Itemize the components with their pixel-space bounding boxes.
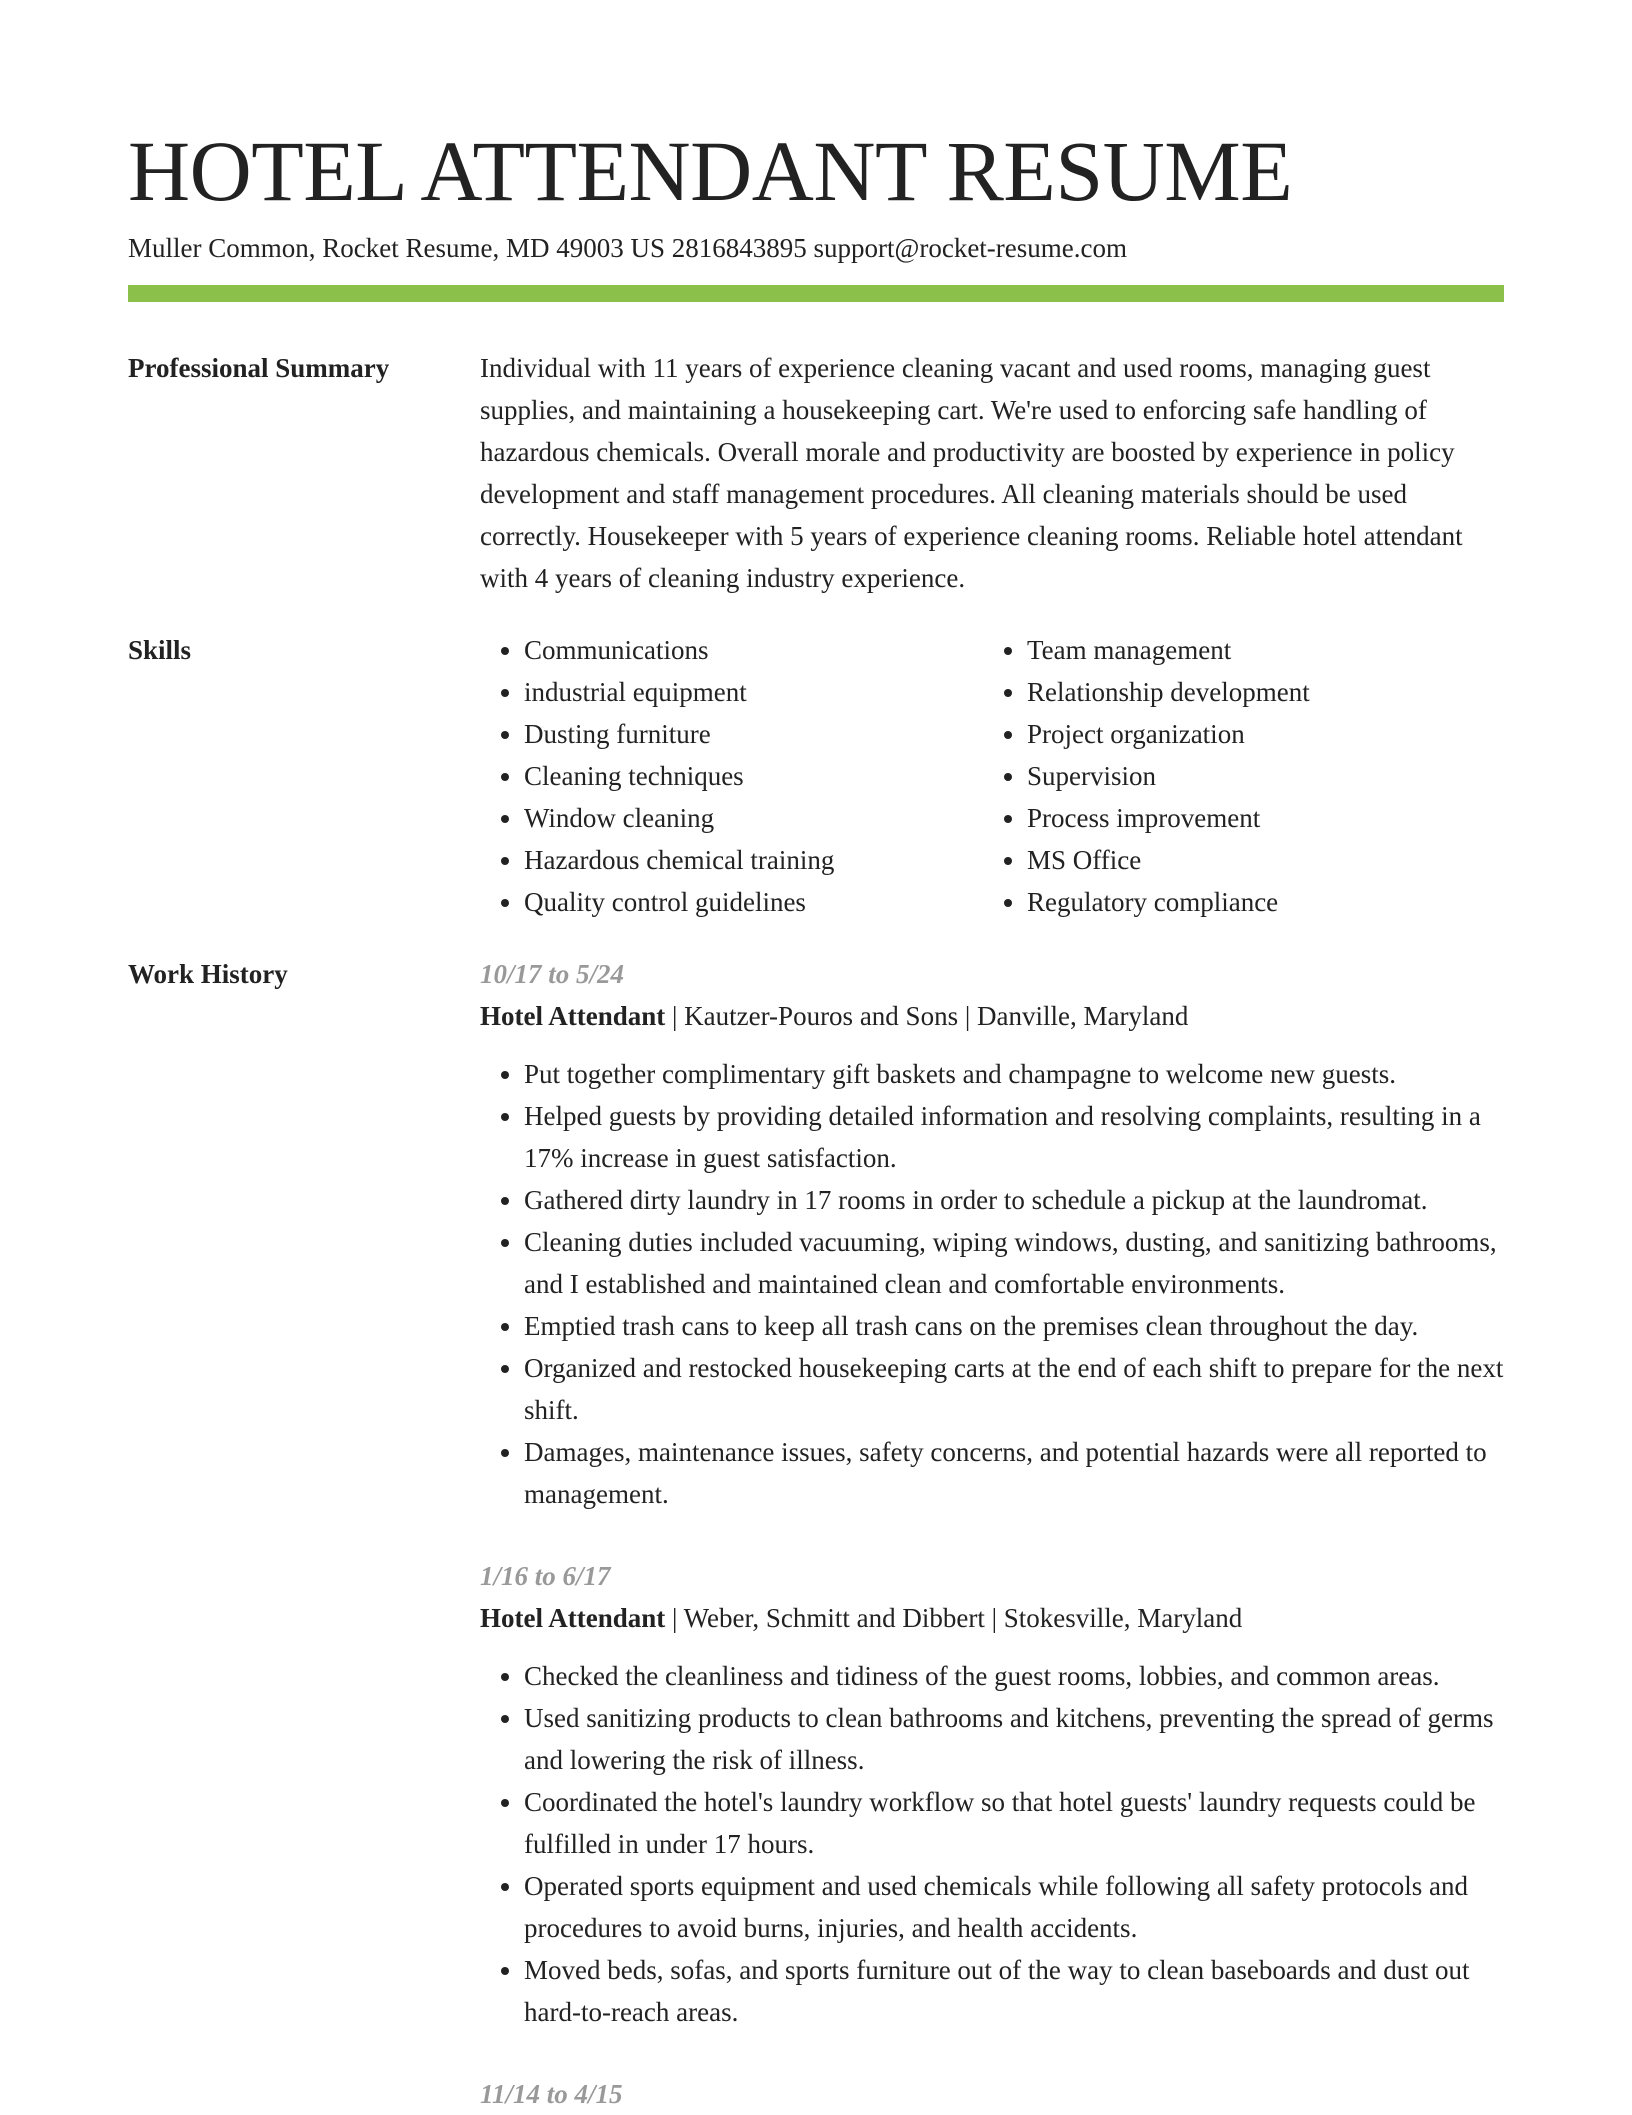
header-divider <box>128 285 1504 302</box>
resume-title: HOTEL ATTENDANT RESUME <box>128 123 1293 219</box>
skills-list-left <box>480 629 834 923</box>
job-details: | Kautzer-Pouros and Sons | Danville, Maryland <box>665 1001 1189 1031</box>
skill-item: • Relationship development <box>1027 671 1310 713</box>
job-entry <box>480 953 1506 1515</box>
skill-item: • Supervision <box>1027 755 1310 797</box>
job-bullet: • Gathered dirty laundry in 17 rooms in order to schedule a pickup at the laundromat. <box>524 1179 1506 1221</box>
skill-item: • Quality control guidelines <box>524 881 834 923</box>
job-bullets <box>480 1053 1506 1515</box>
summary-body <box>480 347 1506 599</box>
skill-item: • Window cleaning <box>524 797 834 839</box>
skill-item: • industrial equipment <box>524 671 834 713</box>
skill-item: • Regulatory compliance <box>1027 881 1310 923</box>
job-bullet: • Organized and restocked housekeeping carts at the end of each shift to prepare for the next shift. <box>524 1347 1506 1431</box>
job-bullet: • Emptied trash cans to keep all trash cans on the premises clean throughout the day. <box>524 1305 1506 1347</box>
job-dates: 11/14 to 4/15 <box>480 2079 623 2109</box>
job-heading <box>480 1597 1506 1639</box>
job-bullet: • Helped guests by providing detailed information and resolving complaints, resulting in a 17% increase in guest satisfaction. <box>524 1095 1506 1179</box>
job-bullets <box>480 1655 1506 2033</box>
job-bullet: • Damages, maintenance issues, safety concerns, and potential hazards were all reported to management. <box>524 1431 1506 1515</box>
work-history-label: Work History <box>128 959 288 989</box>
skill-item: • Team management <box>1027 629 1310 671</box>
summary-text: Individual with 11 years of experience cleaning vacant and used rooms, managing guest supplies, and maintaining a housekeeping cart. We're used to enforcing safe handling of hazardous chemicals. Overall morale and productivity are boosted by experience in policy development and staff management procedures. All cleaning materials should be used correctly. Housekeeper with 5 years of experience cleaning rooms. Reliable hotel attendant with 4 years of cleaning industry experience. <box>480 353 1463 593</box>
job-details: | Weber, Schmitt and Dibbert | Stokesville, Maryland <box>665 1603 1243 1633</box>
job-dates: 10/17 to 5/24 <box>480 959 625 989</box>
job-dates: 1/16 to 6/17 <box>480 1561 611 1591</box>
skill-item: • MS Office <box>1027 839 1310 881</box>
job-bullet: • Checked the cleanliness and tidiness of the guest rooms, lobbies, and common areas. <box>524 1655 1506 1697</box>
skill-item: • Cleaning techniques <box>524 755 834 797</box>
skills-label: Skills <box>128 635 192 665</box>
skill-item: • Hazardous chemical training <box>524 839 834 881</box>
summary-label: Professional Summary <box>128 353 390 383</box>
job-bullet: • Cleaning duties included vacuuming, wiping windows, dusting, and sanitizing bathrooms, and I established and maintained clean and comfortable environments. <box>524 1221 1506 1305</box>
job-bullet: • Operated sports equipment and used chemicals while following all safety protocols and procedures to avoid burns, injuries, and health accidents. <box>524 1865 1506 1949</box>
skills-list-right <box>983 629 1310 923</box>
job-bullet: • Put together complimentary gift baskets and champagne to welcome new guests. <box>524 1053 1506 1095</box>
skills-body <box>480 629 1506 929</box>
skill-item: • Project organization <box>1027 713 1310 755</box>
job-title: Hotel Attendant <box>480 1001 666 1031</box>
skill-item: • Process improvement <box>1027 797 1310 839</box>
job-bullet: • Moved beds, sofas, and sports furniture out of the way to clean baseboards and dust out hard-to-reach areas. <box>524 1949 1506 2033</box>
job-bullet: • Coordinated the hotel's laundry workflow so that hotel guests' laundry requests could be fulfilled in under 17 hours. <box>524 1781 1506 1865</box>
job-entry <box>480 2073 1506 2115</box>
job-entry <box>480 1555 1506 2033</box>
contact-line: Muller Common, Rocket Resume, MD 49003 US 2816843895 support@rocket-resume.com <box>128 233 1127 263</box>
skill-item: • Dusting furniture <box>524 713 834 755</box>
job-title: Hotel Attendant <box>480 1603 666 1633</box>
job-heading <box>480 995 1506 1037</box>
job-bullet: • Used sanitizing products to clean bathrooms and kitchens, preventing the spread of germs and lowering the risk of illness. <box>524 1697 1506 1781</box>
work-history-body <box>480 953 1506 2115</box>
skill-item: • Communications <box>524 629 834 671</box>
